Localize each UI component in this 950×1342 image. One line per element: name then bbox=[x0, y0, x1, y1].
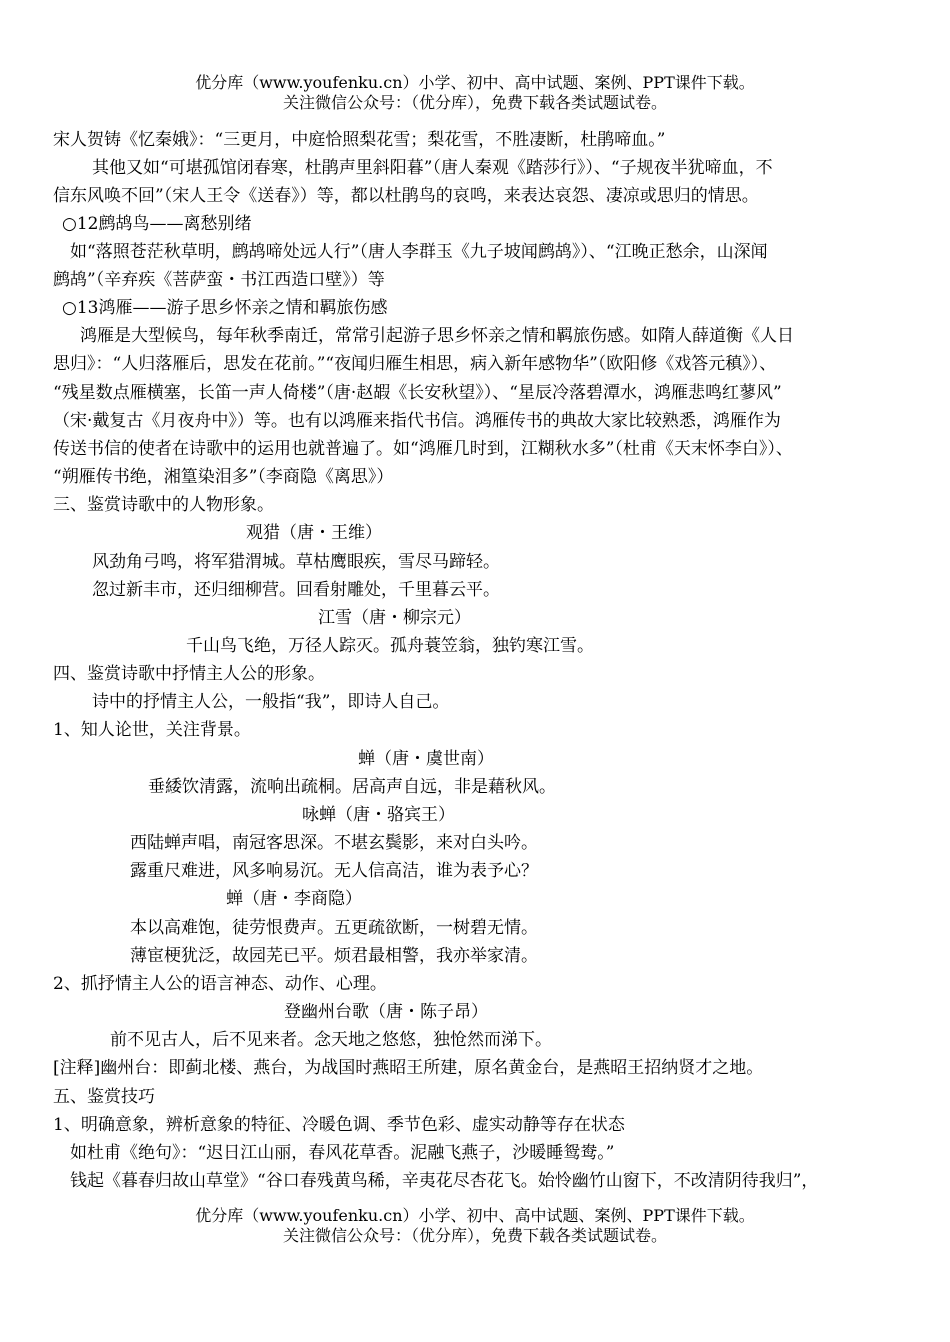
poem-line: 忽过新丰市，还归细柳营。回看射雕处，千里暮云平。 bbox=[92, 580, 500, 600]
subsection-heading: 2、抓抒情主人公的语言神态、动作、心理。 bbox=[53, 974, 387, 994]
poem-line: 前不见古人，后不见来者。念天地之悠悠，独怆然而涕下。 bbox=[110, 1030, 552, 1050]
section-heading: 五、鉴赏技巧 bbox=[53, 1087, 155, 1107]
poem-title: 咏蝉（唐・骆宾王） bbox=[302, 805, 455, 825]
subsection-heading: 1、知人论世，关注背景。 bbox=[53, 720, 251, 740]
poem-line: 风劲角弓鸣，将军猎渭城。草枯鹰眼疾，雪尽马蹄轻。 bbox=[92, 552, 500, 572]
text-line: 宋人贺铸《忆秦娥》：“三更月，中庭恰照梨花雪；梨花雪，不胜凄断，杜鹃啼血。” bbox=[53, 130, 666, 150]
text-line: “朔雁传书绝，湘篁染泪多”（李商隐《离思》） bbox=[53, 467, 394, 487]
poem-line: 千山鸟飞绝，万径人踪灭。孤舟蓑笠翁，独钓寒江雪。 bbox=[186, 636, 594, 656]
text-line: 诗中的抒情主人公，一般指“我”，即诗人自己。 bbox=[92, 692, 450, 712]
text-line: 鸿雁是大型候鸟，每年秋季南迁，常常引起游子思乡怀亲之情和羁旅伤感。如隋人薛道衡《人日 bbox=[80, 326, 794, 346]
text-line: 如杜甫《绝句》：“迟日江山丽，春风花草香。泥融飞燕子，沙暖睡鸳鸯。” bbox=[70, 1143, 615, 1163]
poem-title: 蝉（唐・李商隐） bbox=[226, 889, 362, 909]
text-line: （宋·戴复古《月夜舟中》）等。也有以鸿雁来指代书信。鸿雁传书的典故大家比较熟悉，鸿雁作为 bbox=[53, 411, 781, 431]
poem-line: 薄宦梗犹泛，故园芜已平。烦君最相警，我亦举家清。 bbox=[130, 946, 538, 966]
text-line: “残星数点雁横塞，长笛一声人倚楼”（唐·赵嘏《长安秋望》）、“星辰冷落碧潭水，鸿雁悲鸣红蓼风” bbox=[53, 383, 782, 403]
text-line: 鹧鸪”（辛弃疾《菩萨蛮・书江西造口壁》）等 bbox=[53, 270, 385, 290]
poem-line: 垂緌饮清露，流响出疏桐。居高声自远，非是藉秋风。 bbox=[148, 777, 556, 797]
subsection-heading: 1、明确意象，辨析意象的特征、冷暖色调、季节色彩、虚实动静等存在状态 bbox=[53, 1115, 625, 1135]
poem-title: 蝉（唐・虞世南） bbox=[358, 749, 494, 769]
footer-line-1: 优分库（www.youfenku.cn）小学、初中、高中试题、案例、PPT课件下载。 bbox=[195, 1206, 755, 1225]
section-heading: ○12鹧鸪鸟——离愁别绪 bbox=[62, 214, 252, 234]
header-line-2: 关注微信公众号：（优分库），免费下载各类试题试卷。 bbox=[282, 93, 667, 112]
text-line: 其他又如“可堪孤馆闭春寒，杜鹃声里斜阳暮”（唐人秦观《踏莎行》）、“子规夜半犹啼血，不 bbox=[92, 158, 773, 178]
poem-line: 本以高难饱，徒劳恨费声。五更疏欲断，一树碧无情。 bbox=[130, 918, 538, 938]
poem-title: 观猎（唐・王维） bbox=[246, 523, 382, 543]
poem-line: 西陆蝉声唱，南冠客思深。不堪玄鬓影，来对白头吟。 bbox=[130, 833, 538, 853]
poem-line: 露重尺难进，风多响易沉。无人信高洁，谁为表予心？ bbox=[130, 861, 538, 881]
section-heading: 三、鉴赏诗歌中的人物形象。 bbox=[53, 495, 274, 515]
text-line: 如“落照苍茫秋草明，鹧鸪啼处远人行”（唐人李群玉《九子坡闻鹧鸪》）、“江晚正愁余，山深闻 bbox=[70, 242, 768, 262]
annotation-line: [注释]幽州台：即蓟北楼、燕台，为战国时燕昭王所建，原名黄金台，是燕昭王招纳贤才之地。 bbox=[53, 1058, 764, 1078]
text-line: 信东风唤不回”（宋人王令《送春》）等，都以杜鹃鸟的哀鸣，来表达哀怨、凄凉或思归的情思。 bbox=[53, 186, 759, 206]
poem-title: 江雪（唐・柳宗元） bbox=[318, 608, 471, 628]
text-line: 传送书信的使者在诗歌中的运用也就普遍了。如“鸿雁几时到，江糊秋水多”（杜甫《天末怀李白》）、 bbox=[53, 439, 793, 459]
footer-line-2: 关注微信公众号：（优分库），免费下载各类试题试卷。 bbox=[282, 1226, 667, 1245]
text-line: 钱起《暮春归故山草堂》“谷口春残黄鸟稀，辛夷花尽杏花飞。始怜幽竹山窗下，不改清阴待我归”， bbox=[70, 1171, 819, 1191]
section-heading: ○13鸿雁——游子思乡怀亲之情和羁旅伤感 bbox=[62, 298, 388, 318]
text-line: 思归》：“人归落雁后，思发在花前。”“夜闻归雁生相思，病入新年感物华”（欧阳修《戏答元稹》）、 bbox=[53, 354, 777, 374]
section-heading: 四、鉴赏诗歌中抒情主人公的形象。 bbox=[53, 664, 325, 684]
header-line-1: 优分库（www.youfenku.cn）小学、初中、高中试题、案例、PPT课件下载。 bbox=[195, 73, 755, 92]
poem-title: 登幽州台歌（唐・陈子昂） bbox=[284, 1002, 488, 1022]
